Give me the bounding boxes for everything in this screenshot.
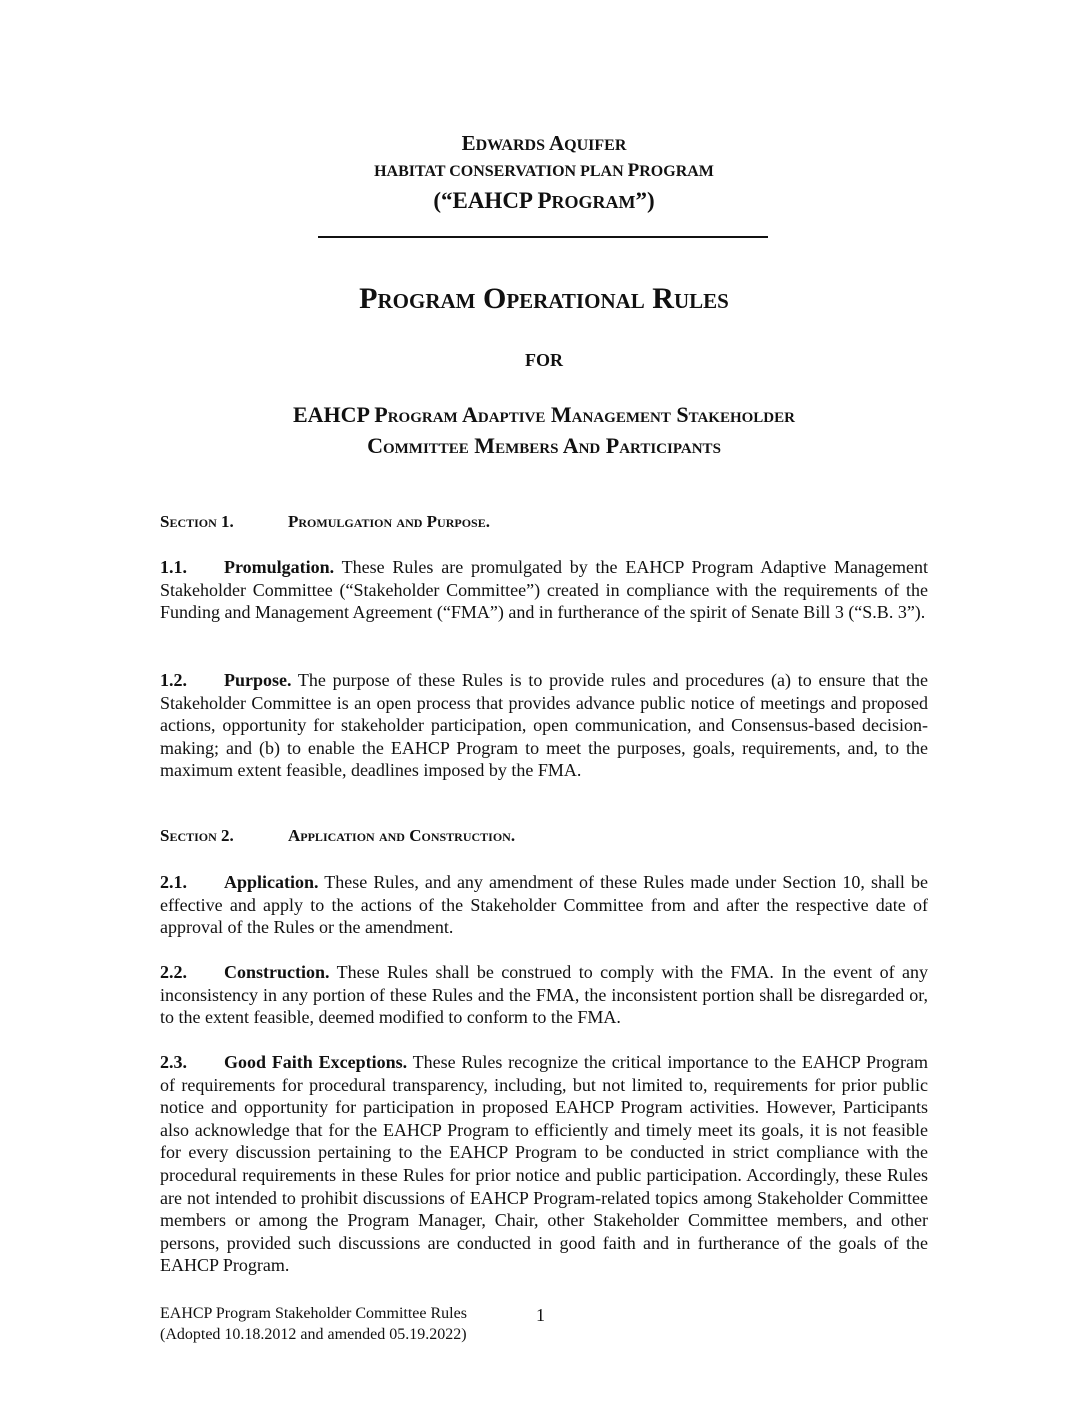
section-title: Promulgation and Purpose.	[288, 512, 490, 531]
header-line-2: HABITAT CONSERVATION PLAN PROGRAM	[374, 160, 714, 181]
title-for: FOR	[525, 350, 563, 370]
paragraph-2-3	[160, 1051, 928, 1277]
section-2-heading	[160, 826, 515, 846]
paragraph-1-2	[160, 669, 928, 782]
subtitle-line-2: Committee Members And Participants	[367, 433, 721, 458]
header-line-1: EDWARDS AQUIFER	[461, 131, 627, 155]
paragraph-number: 2.3.	[160, 1052, 187, 1072]
paragraph-heading: Promulgation.	[224, 557, 335, 577]
document-title: Program Operational Rules	[359, 282, 729, 315]
paragraph-2-2	[160, 961, 928, 1029]
paragraph-heading: Good Faith Exceptions.	[224, 1052, 408, 1072]
footer-line-1: EAHCP Program Stakeholder Committee Rules	[160, 1305, 467, 1322]
paragraph-text: These Rules shall be construed to comply with the FMA. In the event of any inconsistency in any portion of these Rules and the FMA, the inconsistent portion shall be disregarded or, to the extent feasible, deemed modified to conform to the FMA.	[160, 962, 928, 1028]
page-footer	[160, 1303, 467, 1345]
paragraph-number: 2.1.	[160, 872, 187, 892]
section-1-heading	[160, 512, 490, 532]
paragraph-2-1	[160, 871, 928, 939]
paragraph-heading: Construction.	[224, 962, 330, 982]
paragraph-text: The purpose of these Rules is to provide rules and procedures (a) to ensure that the Stakeholder Committee is an open process that provides advance public notice of meetings and proposed actions, opportunity for stakeholder participation, open communication, and Consensus-based decision-making; and (b) to enable the EAHCP Program to meet the purposes, goals, requirements, and, to the maximum extent feasible, deadlines imposed by the FMA.	[160, 670, 928, 781]
paragraph-1-1	[160, 556, 928, 624]
section-title: Application and Construction.	[288, 826, 516, 845]
paragraph-text: These Rules, and any amendment of these Rules made under Section 10, shall be effective and apply to the actions of the Stakeholder Committee from and after the respective date of approval of the Rules or the amendment.	[160, 872, 928, 938]
paragraph-text: These Rules recognize the critical importance to the EAHCP Program of requirements for procedural transparency, including, but not limited to, requirements for prior public notice and opportunity for participation in proposed EAHCP Program activities. However, Participants also acknowledge that for the EAHCP Program to efficiently and timely meet its goals, it is not feasible for every discussion pertaining to the EAHCP Program to be conducted in strict compliance with the procedural requirements in these Rules for prior notice and public participation. Accordingly, these Rules are not intended to prohibit discussions of EAHCP Program-related topics among Stakeholder Committee members or among the Program Manager, Chair, other Stakeholder Committee members, and other persons, provided such discussions are conducted in good faith and in furtherance of the goals of the EAHCP Program.	[160, 1052, 928, 1276]
paragraph-heading: Application.	[224, 872, 319, 892]
section-number: Section 2.	[160, 826, 234, 845]
page-number: 1	[536, 1305, 545, 1325]
paragraph-heading: Purpose.	[224, 670, 292, 690]
header-line-3: (“EAHCP PROGRAM”)	[433, 188, 655, 213]
subtitle-line-1: EAHCP Program Adaptive Management Stakeholder	[293, 402, 795, 427]
paragraph-number: 2.2.	[160, 962, 187, 982]
footer-line-2: (Adopted 10.18.2012 and amended 05.19.2022)	[160, 1326, 467, 1343]
header-divider	[318, 236, 768, 238]
paragraph-text: These Rules are promulgated by the EAHCP Program Adaptive Management Stakeholder Committee (“Stakeholder Committee”) created in compliance with the requirements of the Funding and Management Agreement (“FMA”) and in furtherance of the spirit of Senate Bill 3 (“S.B. 3”).	[160, 557, 928, 623]
section-number: Section 1.	[160, 512, 234, 531]
paragraph-number: 1.2.	[160, 670, 187, 690]
paragraph-number: 1.1.	[160, 557, 187, 577]
